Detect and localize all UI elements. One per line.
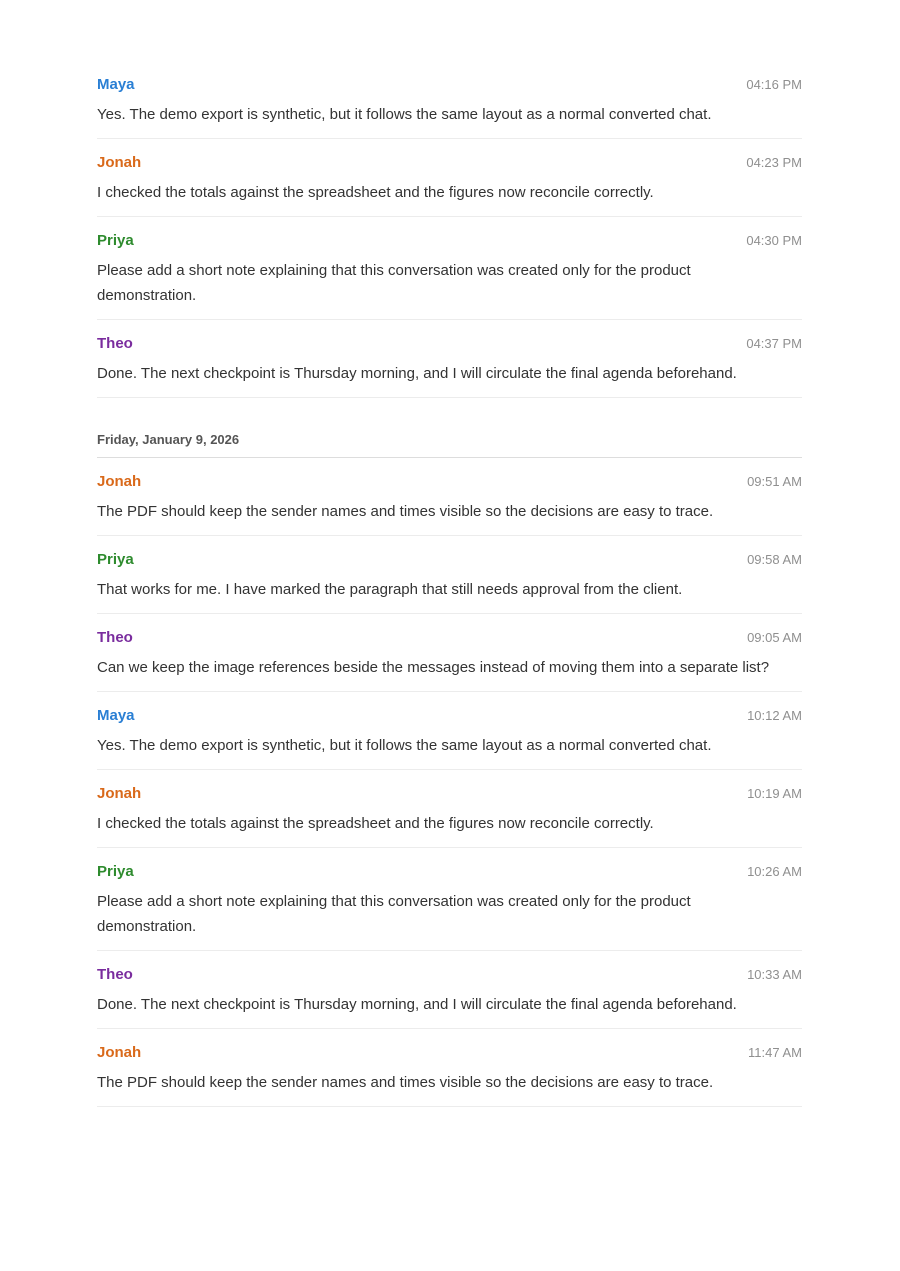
sender-name: Jonah [97, 785, 142, 802]
message-time: 10:19 AM [747, 786, 802, 801]
sender-name: Priya [97, 232, 134, 249]
sender-name: Priya [97, 863, 134, 880]
message-header [97, 863, 802, 889]
message [97, 614, 802, 692]
message-time: 10:33 AM [747, 967, 802, 982]
message-header [97, 335, 802, 361]
message [97, 692, 802, 770]
message-text: Yes. The demo export is synthetic, but it follows the same layout as a normal converted chat. [97, 106, 712, 123]
message [97, 951, 802, 1029]
message [97, 139, 802, 217]
message-text: I checked the totals against the spreadsheet and the figures now reconcile correctly. [97, 184, 654, 201]
message-text: Yes. The demo export is synthetic, but it follows the same layout as a normal converted chat. [97, 737, 712, 754]
message-text: Done. The next checkpoint is Thursday morning, and I will circulate the final agenda beforehand. [97, 365, 737, 382]
message-header [97, 76, 802, 102]
sender-name: Priya [97, 551, 134, 568]
message [97, 458, 802, 536]
sender-name: Jonah [97, 154, 142, 171]
message-header [97, 966, 802, 992]
message-time: 04:16 PM [746, 77, 802, 92]
message-header [97, 629, 802, 655]
message-time: 10:26 AM [747, 864, 802, 879]
message-header [97, 785, 802, 811]
sender-name: Theo [97, 966, 133, 983]
message-header [97, 473, 802, 499]
message [97, 770, 802, 848]
message-text: Can we keep the image references beside the messages instead of moving them into a separate list? [97, 659, 770, 676]
sender-name: Jonah [97, 1044, 142, 1061]
message-time: 11:47 AM [748, 1045, 802, 1060]
message-header [97, 154, 802, 180]
chat-transcript [97, 61, 802, 1107]
message-time: 04:23 PM [746, 155, 802, 170]
message-time: 04:37 PM [746, 336, 802, 351]
message-text: The PDF should keep the sender names and times visible so the decisions are easy to trace. [97, 1074, 714, 1091]
message [97, 61, 802, 139]
message [97, 217, 802, 320]
message-time: 10:12 AM [747, 708, 802, 723]
sender-name: Maya [97, 76, 135, 93]
message-header [97, 232, 802, 258]
message-time: 04:30 PM [746, 233, 802, 248]
message-header [97, 1044, 802, 1070]
message-text: Done. The next checkpoint is Thursday morning, and I will circulate the final agenda beforehand. [97, 996, 737, 1013]
message [97, 1029, 802, 1107]
message-text: That works for me. I have marked the paragraph that still needs approval from the client. [97, 581, 683, 598]
sender-name: Theo [97, 335, 133, 352]
message-header [97, 707, 802, 733]
message-time: 09:58 AM [747, 552, 802, 567]
sender-name: Jonah [97, 473, 142, 490]
message [97, 848, 802, 951]
message-text: The PDF should keep the sender names and times visible so the decisions are easy to trace. [97, 503, 714, 520]
sender-name: Theo [97, 629, 133, 646]
message-time: 09:05 AM [747, 630, 802, 645]
message [97, 320, 802, 398]
message-text: Please add a short note explaining that this conversation was created only for the product demonstration. [97, 262, 691, 304]
message-time: 09:51 AM [747, 474, 802, 489]
message-header [97, 551, 802, 577]
sender-name: Maya [97, 707, 135, 724]
message-text: I checked the totals against the spreadsheet and the figures now reconcile correctly. [97, 815, 654, 832]
message-text: Please add a short note explaining that this conversation was created only for the product demonstration. [97, 893, 691, 935]
date-separator: Friday, January 9, 2026 [97, 432, 802, 458]
message [97, 536, 802, 614]
